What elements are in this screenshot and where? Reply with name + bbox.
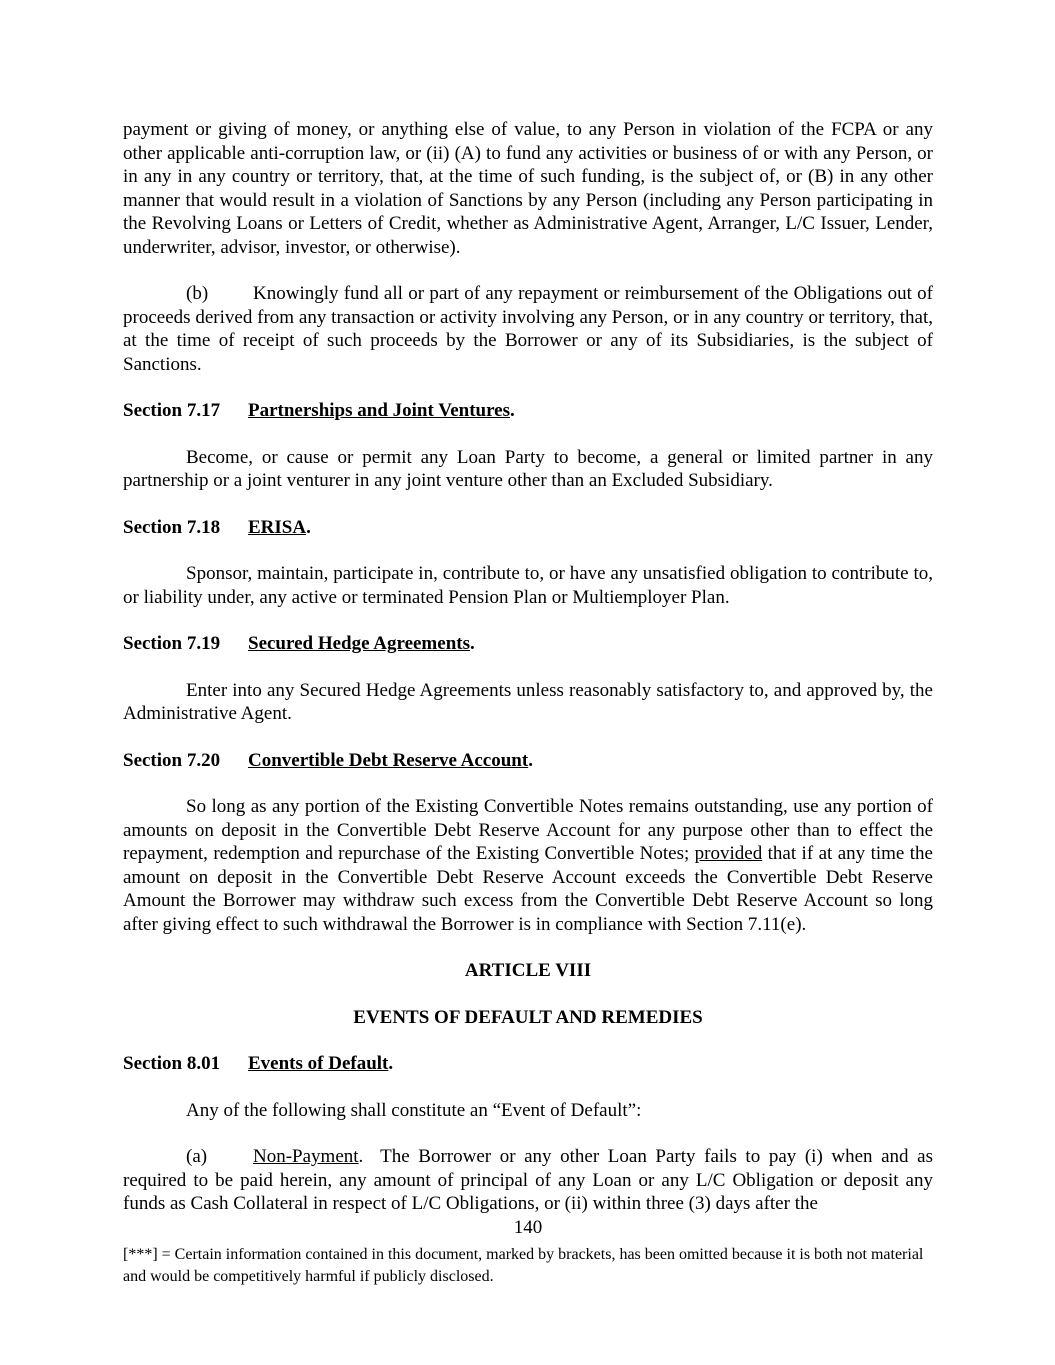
paragraph-continuation: payment or giving of money, or anything else of value, to any Person in violation of the FCPA or any other applicable anti-corruption law, or (ii) (A) to fund any activities or business of or with any Person, or in any in any country or territory, that, at the time of such funding, is the subject of, or (B) in any other manner that would result in a violation of Sanctions by any Person (including any Person participating in the Revolving Loans or Letters of Credit, whether as Administrative Agent, Arranger, L/C Issuer, Lender, underwriter, advisor, investor, or otherwise). <box>123 119 933 258</box>
section-title: Partnerships and Joint Ventures <box>248 400 511 421</box>
paragraph-a <box>123 1145 933 1216</box>
section-period: . <box>510 400 515 421</box>
page-number: 140 <box>513 1216 543 1238</box>
document-content <box>123 118 933 1288</box>
section-title: ERISA <box>248 516 307 538</box>
article-title-heading: EVENTS OF DEFAULT AND REMEDIES <box>353 1006 703 1028</box>
paragraph-7-17: Become, or cause or permit any Loan Party to become, a general or limited partner in any partnership or a joint venturer in any joint venture other than an Excluded Subsidiary. <box>123 446 933 491</box>
section-number: Section 7.19 <box>123 633 221 654</box>
footnote: [***] = Certain information contained in this document, marked by brackets, has been omitted because it is both not material and would be competitively harmful if publicly disclosed. <box>123 1246 924 1285</box>
section-number: Section 7.18 <box>123 516 221 538</box>
section-heading-8-01 <box>123 1052 933 1076</box>
non-payment-underlined-term: Non-Payment <box>253 1146 359 1167</box>
section-title: Secured Hedge Agreements <box>248 633 470 654</box>
section-period: . <box>388 1053 394 1074</box>
paragraph-8-01-intro: Any of the following shall constitute an “Event of Default”: <box>186 1099 642 1121</box>
paragraph-7-20 <box>123 795 933 936</box>
section-heading-7-19 <box>123 632 933 656</box>
paragraph-b <box>123 282 933 376</box>
section-heading-7-20 <box>123 749 933 773</box>
paragraph-7-20-text-after: that if at any time the amount on deposit in the Convertible Debt Reserve Account exceeds the Convertible Debt Reserve Amount the Borrower may withdraw such excess from the Convertible Debt Reserve Account so long after giving effect to such withdrawal the Borrower is in compliance with Section 7.11(e). <box>123 843 933 935</box>
section-number: Section 8.01 <box>123 1053 221 1074</box>
section-period: . <box>528 749 533 771</box>
provided-underlined-term: provided <box>694 843 763 864</box>
paragraph-7-20-text-before: So long as any portion of the Existing Convertible Notes remains outstanding, use any portion of amounts on deposit in the Convertible Debt Reserve Account for any purpose other than to effect the repayment, redemption and repurchase of the Existing Convertible Notes; <box>123 796 933 864</box>
paragraph-a-text: . The Borrower or any other Loan Party fails to pay (i) when and as required to be paid herein, any amount of principal of any Loan or any L/C Obligation or deposit any funds as Cash Collateral in respect of L/C Obligations, or (ii) within three (3) days after the <box>123 1146 933 1214</box>
paragraph-b-text: Knowingly fund all or part of any repayment or reimbursement of the Obligations out of proceeds derived from any transaction or activity involving any Person, or in any country or territory, that, at the time of receipt of such proceeds by the Borrower or any of its Subsidiaries, is the subject of Sanctions. <box>123 283 933 375</box>
paragraph-a-marker: (a) <box>186 1146 208 1167</box>
section-number: Section 7.17 <box>123 400 221 421</box>
paragraph-b-marker: (b) <box>186 283 209 304</box>
paragraph-7-18: Sponsor, maintain, participate in, contribute to, or have any unsatisfied obligation to contribute to, or liability under, any active or terminated Pension Plan or Multiemployer Plan. <box>123 563 933 608</box>
section-period: . <box>469 633 475 654</box>
section-number: Section 7.20 <box>123 749 221 771</box>
section-period: . <box>306 516 311 538</box>
section-title: Events of Default <box>248 1053 389 1074</box>
article-number-heading: ARTICLE VIII <box>464 960 592 981</box>
section-heading-7-18 <box>123 516 933 540</box>
section-title: Convertible Debt Reserve Account <box>248 749 529 771</box>
section-heading-7-17 <box>123 399 933 423</box>
paragraph-7-19: Enter into any Secured Hedge Agreements unless reasonably satisfactory to, and approved by, the Administrative Agent. <box>123 679 933 724</box>
